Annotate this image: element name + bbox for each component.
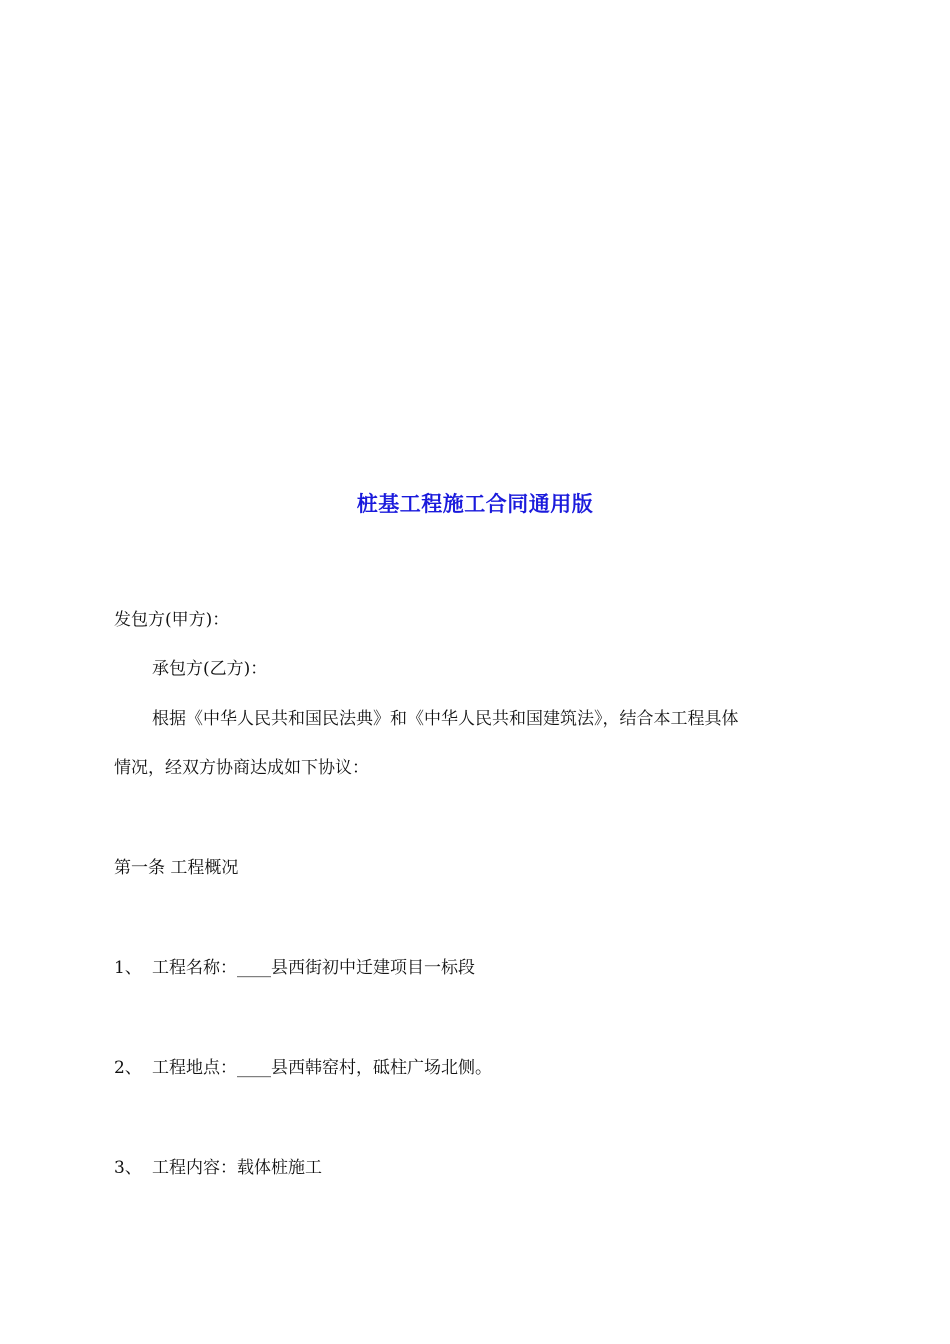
- party-b-line: 承包方(乙方)：: [152, 659, 268, 679]
- list-item-project-location: [114, 1056, 492, 1080]
- basis-paragraph-line-2: 情况，经双方协商达成如下协议：: [114, 758, 369, 778]
- list-item-text: 工程地点：____县西韩窑村，砥柱广场北侧。: [152, 1058, 492, 1078]
- party-a-line: 发包方(甲方)：: [114, 610, 230, 630]
- basis-paragraph-line-1: 根据《中华人民共和国民法典》和《中华人民共和国建筑法》，结合本工程具体: [152, 709, 739, 729]
- list-item-text: 工程名称：____县西街初中迁建项目一标段: [152, 958, 475, 978]
- list-item-number: 1、: [114, 958, 142, 978]
- document-title: 桩基工程施工合同通用版: [356, 491, 594, 516]
- list-item-number: 3、: [114, 1158, 142, 1178]
- list-item-project-name: [114, 956, 475, 980]
- list-item-project-content: [114, 1156, 322, 1180]
- article-1-heading: 第一条 工程概况: [114, 858, 239, 878]
- list-item-text: 工程内容：载体桩施工: [152, 1158, 322, 1178]
- list-item-number: 2、: [114, 1058, 142, 1078]
